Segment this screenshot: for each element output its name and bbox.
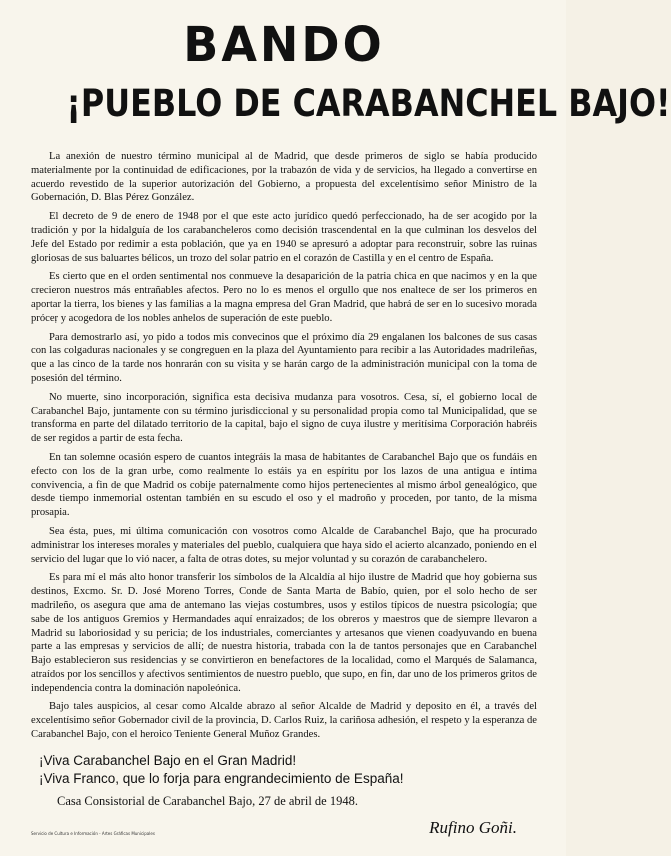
paragraph: El decreto de 9 de enero de 1948 por el que este acto jurídico quedó perfeccionado, ha de ser acogido por la tradición y por la hidalguía de los carabancheleros como decisión trascendental en la que culminan los desvelos del Jefe del Estado por redimir a esta población, que ya en 1940 se apresuró a adoptar para reconstruir, sobre las ruinas gloriosas de sus baluartes bélicos, un trozo del solar patrio en el corazón de Castilla y en el centro de España. [31, 211, 537, 264]
paragraph: Sea ésta, pues, mi última comunicación con vosotros como Alcalde de Carabanchel Bajo, que ha procurado administrar los intereses morales y materiales del pueblo, cualquiera que haya sido el acierto alcanzado, poniendo en el servicio del lugar que lo vió nacer, a falta de otras dotes, su mejor voluntad y su corazón de carabanchelero. [31, 525, 537, 565]
poster-subtitle: ¡PUEBLO DE CARABANCHEL BAJO! [66, 82, 671, 125]
viva-line: ¡Viva Franco, que lo forja para engrandecimiento de España! [39, 770, 404, 786]
paragraph: En tan solemne ocasión espero de cuantos integráis la masa de habitantes de Carabanchel Bajo que os fundáis en efecto con los de la gran urbe, como realmente lo estáis ya en espíritu por los lazos de una antigua e íntima convivencia, a fin de que Madrid os cobije paternalmente como hijos pertenecientes al mismo árbol genealógico, que desde tiempo inmemorial ostentan también en su escudo el oso y el madroño y proceden, por tanto, de la misma prosapia. [31, 451, 537, 519]
viva-line: ¡Viva Carabanchel Bajo en el Gran Madrid! [39, 752, 297, 768]
place-date: Casa Consistorial de Carabanchel Bajo, 27 de abril de 1948. [57, 793, 358, 808]
paragraph: Es cierto que en el orden sentimental nos conmueve la desaparición de la patria chica en que nacimos y en la que crecieron nuestros más entrañables afectos. Pero no lo es menos el orgullo que nos enaltece de ser los primeros en aportar la tierra, los bienes y las familias a la magna empresa del Gran Madrid, que habrá de ser en lo sucesivo morada próceṛ y acogedora de los nobles anhelos de superación de este pueblo. [31, 271, 537, 324]
signature: Rufino Goñi. [429, 818, 517, 837]
paragraph: La anexión de nuestro término municipal al de Madrid, que desde primeros de siglo se había producido materialmente por la continuidad de edificaciones, por la trabazón de vida y de servicios, ha llegado a convertirse en acuerdo revestido de la superior autorización del Gobierno, a propuesta del excelentísimo señor Ministro de la Gobernación, D. Blas Pérez González. [31, 151, 537, 204]
proclamation-body [31, 150, 537, 742]
printer-note: Servicio de Cultura e Información - Artes Gráficas Municipales [31, 831, 155, 836]
paragraph: Es para mí el más alto honor transferir los símbolos de la Alcaldía al hijo ilustre de Madrid que hoy gobierna sus destinos, Excmo. Sr. D. José Moreno Torres, Conde de Santa Marta de Babío, quien, por el solo hecho de ser madrileño, os asegura que ama de antemano las viejas costumbres, usos y estilos típicos de nuestra psicología; que sabe de los antiguos Gremios y Hermandades aquí enraizados; de los obreros y maestros que de siempre llevaron a Madrid su laboriosidad y su pericia; de los industriales, comerciantes y artesanos que vienen coadyuvando en buena parte a las empresas y servicios de allí; de nuestra historia, trabada con la de tantos personajes que en Carabanchel Bajo establecieron sus residencias y se convirtieron en benefactores de la localidad, como el Marqués de Salamanca, atraídos por los sencillos y afectivos sentimientos de nuestro pueblo, que supo, en fin, dar uno de los primeros gritos de independencia contra la dominación napoleónica. [31, 572, 537, 694]
paragraph: No muerte, sino incorporación, significa esta decisiva mudanza para vosotros. Cesa, sí, el gobierno local de Carabanchel Bajo, juntamente con su término jurisdiccional y su personalidad propia como tal Municipalidad, que se transforma en parte del dilatado territorio de la capital, bajo el signo de cuya ilustre y meritísima Corporación habréis de ser regidos a partir de esta fecha. [31, 391, 537, 445]
paragraph: Para demostrarlo así, yo pido a todos mis convecinos que el próximo día 29 engalanen los balcones de sus casas con las colgaduras nacionales y se congreguen en la plaza del Ayuntamiento para recibir a las Autoridades madrileñas, que a las cinco de la tarde nos honrarán con su visita y se harán cargo de la administración municipal con la toma de posesión del término. [31, 331, 537, 384]
paragraph: Bajo tales auspicios, al cesar como Alcalde abrazo al señor Alcalde de Madrid y deposito en él, a través del excelentísimo señor Gobernador civil de la provincia, D. Carlos Ruiz, la cariñosa adhesión, el respeto y la esperanza de Carabanchel Bajo, con el heroico Teniente General Muñoz Grandes. [31, 701, 537, 741]
vivas-block [39, 752, 537, 788]
poster-title: BANDO [183, 15, 385, 73]
footer [31, 818, 537, 838]
